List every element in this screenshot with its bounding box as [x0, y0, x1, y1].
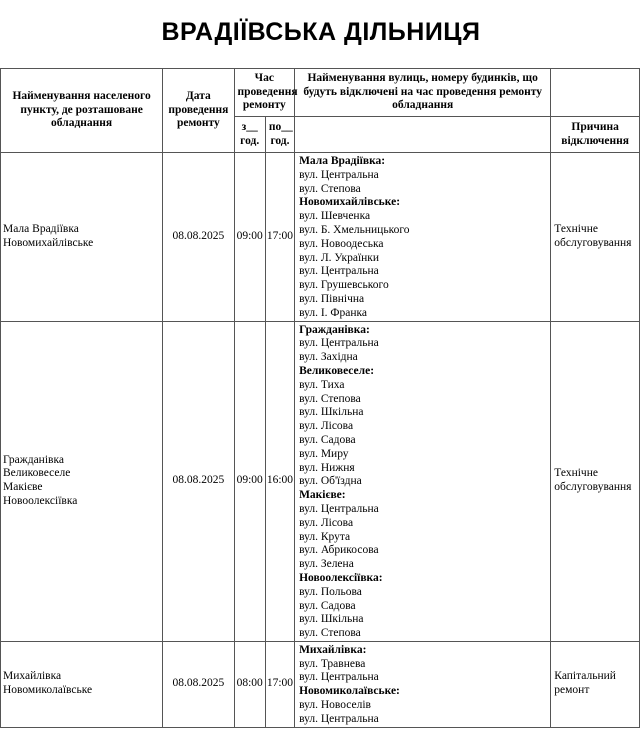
- cell-time-from: 09:00: [234, 153, 265, 322]
- locality-name: Гражданівка: [3, 453, 64, 466]
- street-name: вул. Л. Українки: [299, 251, 380, 264]
- street-name: вул. Степова: [299, 627, 361, 640]
- cell-date: 08.08.2025: [163, 153, 234, 322]
- street-name: вул. Тиха: [299, 378, 345, 391]
- header-streets: Найменування вулиць, номеру будинків, що будуть відключені на час проведення ремонту обладнання: [295, 69, 551, 117]
- cell-streets: [295, 153, 551, 322]
- street-name: вул. Центральна: [299, 337, 379, 350]
- header-date: Дата проведення ремонту: [163, 69, 234, 153]
- settlement-heading: Макієве:: [299, 489, 346, 502]
- street-name: вул. Миру: [299, 447, 349, 460]
- street-name: вул. Степова: [299, 392, 361, 405]
- street-name: вул. Грушевського: [299, 279, 389, 292]
- cell-time-to: 17:00: [265, 153, 294, 322]
- street-name: вул. Центральна: [299, 712, 379, 725]
- header-time-to: по__ год.: [265, 117, 294, 153]
- street-name: вул. Лісова: [299, 420, 354, 433]
- locality-name: Великовеселе: [3, 467, 71, 480]
- locality-name: Новоолексіївка: [3, 495, 78, 508]
- table-row: [1, 153, 640, 322]
- street-name: вул. Об'їздна: [299, 475, 362, 488]
- cell-reason: Капітальний ремонт: [551, 641, 640, 727]
- street-name: вул. Центральна: [299, 671, 379, 684]
- locality-name: Новомиколаївське: [3, 684, 93, 697]
- table-row: [1, 641, 640, 727]
- street-name: вул. Новоселів: [299, 699, 371, 712]
- street-name: вул. Травнева: [299, 657, 366, 670]
- cell-time-from: 08:00: [234, 641, 265, 727]
- cell-time-from: 09:00: [234, 321, 265, 641]
- settlement-heading: Михайлівка:: [299, 643, 367, 656]
- settlement-heading: Гражданівка:: [299, 323, 370, 336]
- settlement-heading: Мала Врадіївка:: [299, 155, 386, 167]
- street-name: вул. Абрикосова: [299, 544, 379, 557]
- settlement-heading: Великовеселе:: [299, 364, 375, 377]
- cell-reason: Технічне обслуговування: [551, 321, 640, 641]
- locality-name: Макієве: [3, 481, 43, 494]
- cell-time-to: 17:00: [265, 641, 294, 727]
- street-name: вул. І. Франка: [299, 306, 368, 319]
- settlement-heading: Новомихайлівське:: [299, 196, 401, 209]
- cell-date: 08.08.2025: [163, 641, 234, 727]
- locality-name: Новомихайлівське: [3, 236, 94, 249]
- street-name: вул. Зелена: [299, 558, 354, 571]
- street-name: вул. Крута: [299, 530, 351, 543]
- header-locality: Найменування населеного пункту, де розташоване обладнання: [1, 69, 163, 153]
- street-name: вул. Західна: [299, 351, 358, 364]
- settlement-heading: Новоолексіївка:: [299, 571, 383, 584]
- street-name: вул. Нижня: [299, 461, 355, 474]
- cell-reason: Технічне обслуговування: [551, 153, 640, 322]
- street-name: вул. Північна: [299, 292, 365, 305]
- street-name: вул. Б. Хмельницького: [299, 223, 410, 236]
- header-time: Час проведення ремонту: [234, 69, 295, 117]
- cell-streets: [295, 641, 551, 727]
- header-reason: Причина відключення: [551, 117, 640, 153]
- locality-name: Михайлівка: [3, 670, 62, 683]
- page-title: ВРАДІЇВСЬКА ДІЛЬНИЦЯ: [161, 18, 481, 46]
- table-row: [1, 321, 640, 641]
- header-streets-sub: [295, 117, 551, 153]
- street-name: вул. Степова: [299, 182, 361, 195]
- street-name: вул. Центральна: [299, 502, 379, 515]
- outage-schedule-table: [0, 68, 640, 728]
- street-name: вул. Шевченка: [299, 210, 371, 223]
- cell-date: 08.08.2025: [163, 321, 234, 641]
- cell-locality: [1, 641, 163, 727]
- settlement-heading: Новомиколаївське:: [299, 685, 400, 698]
- street-name: вул. Садова: [299, 599, 356, 612]
- street-name: вул. Центральна: [299, 168, 379, 181]
- street-name: вул. Шкільна: [299, 406, 364, 419]
- cell-time-to: 16:00: [265, 321, 294, 641]
- locality-name: Мала Врадіївка: [3, 222, 79, 235]
- street-name: вул. Польова: [299, 585, 362, 598]
- cell-streets: [295, 321, 551, 641]
- street-name: вул. Шкільна: [299, 613, 364, 626]
- street-name: вул. Центральна: [299, 265, 379, 278]
- street-name: вул. Новоодеська: [299, 237, 384, 250]
- cell-locality: [1, 321, 163, 641]
- header-reason-top: [551, 69, 640, 117]
- street-name: вул. Садова: [299, 433, 356, 446]
- cell-locality: [1, 153, 163, 322]
- street-name: вул. Лісова: [299, 516, 354, 529]
- header-time-from: з__ год.: [234, 117, 265, 153]
